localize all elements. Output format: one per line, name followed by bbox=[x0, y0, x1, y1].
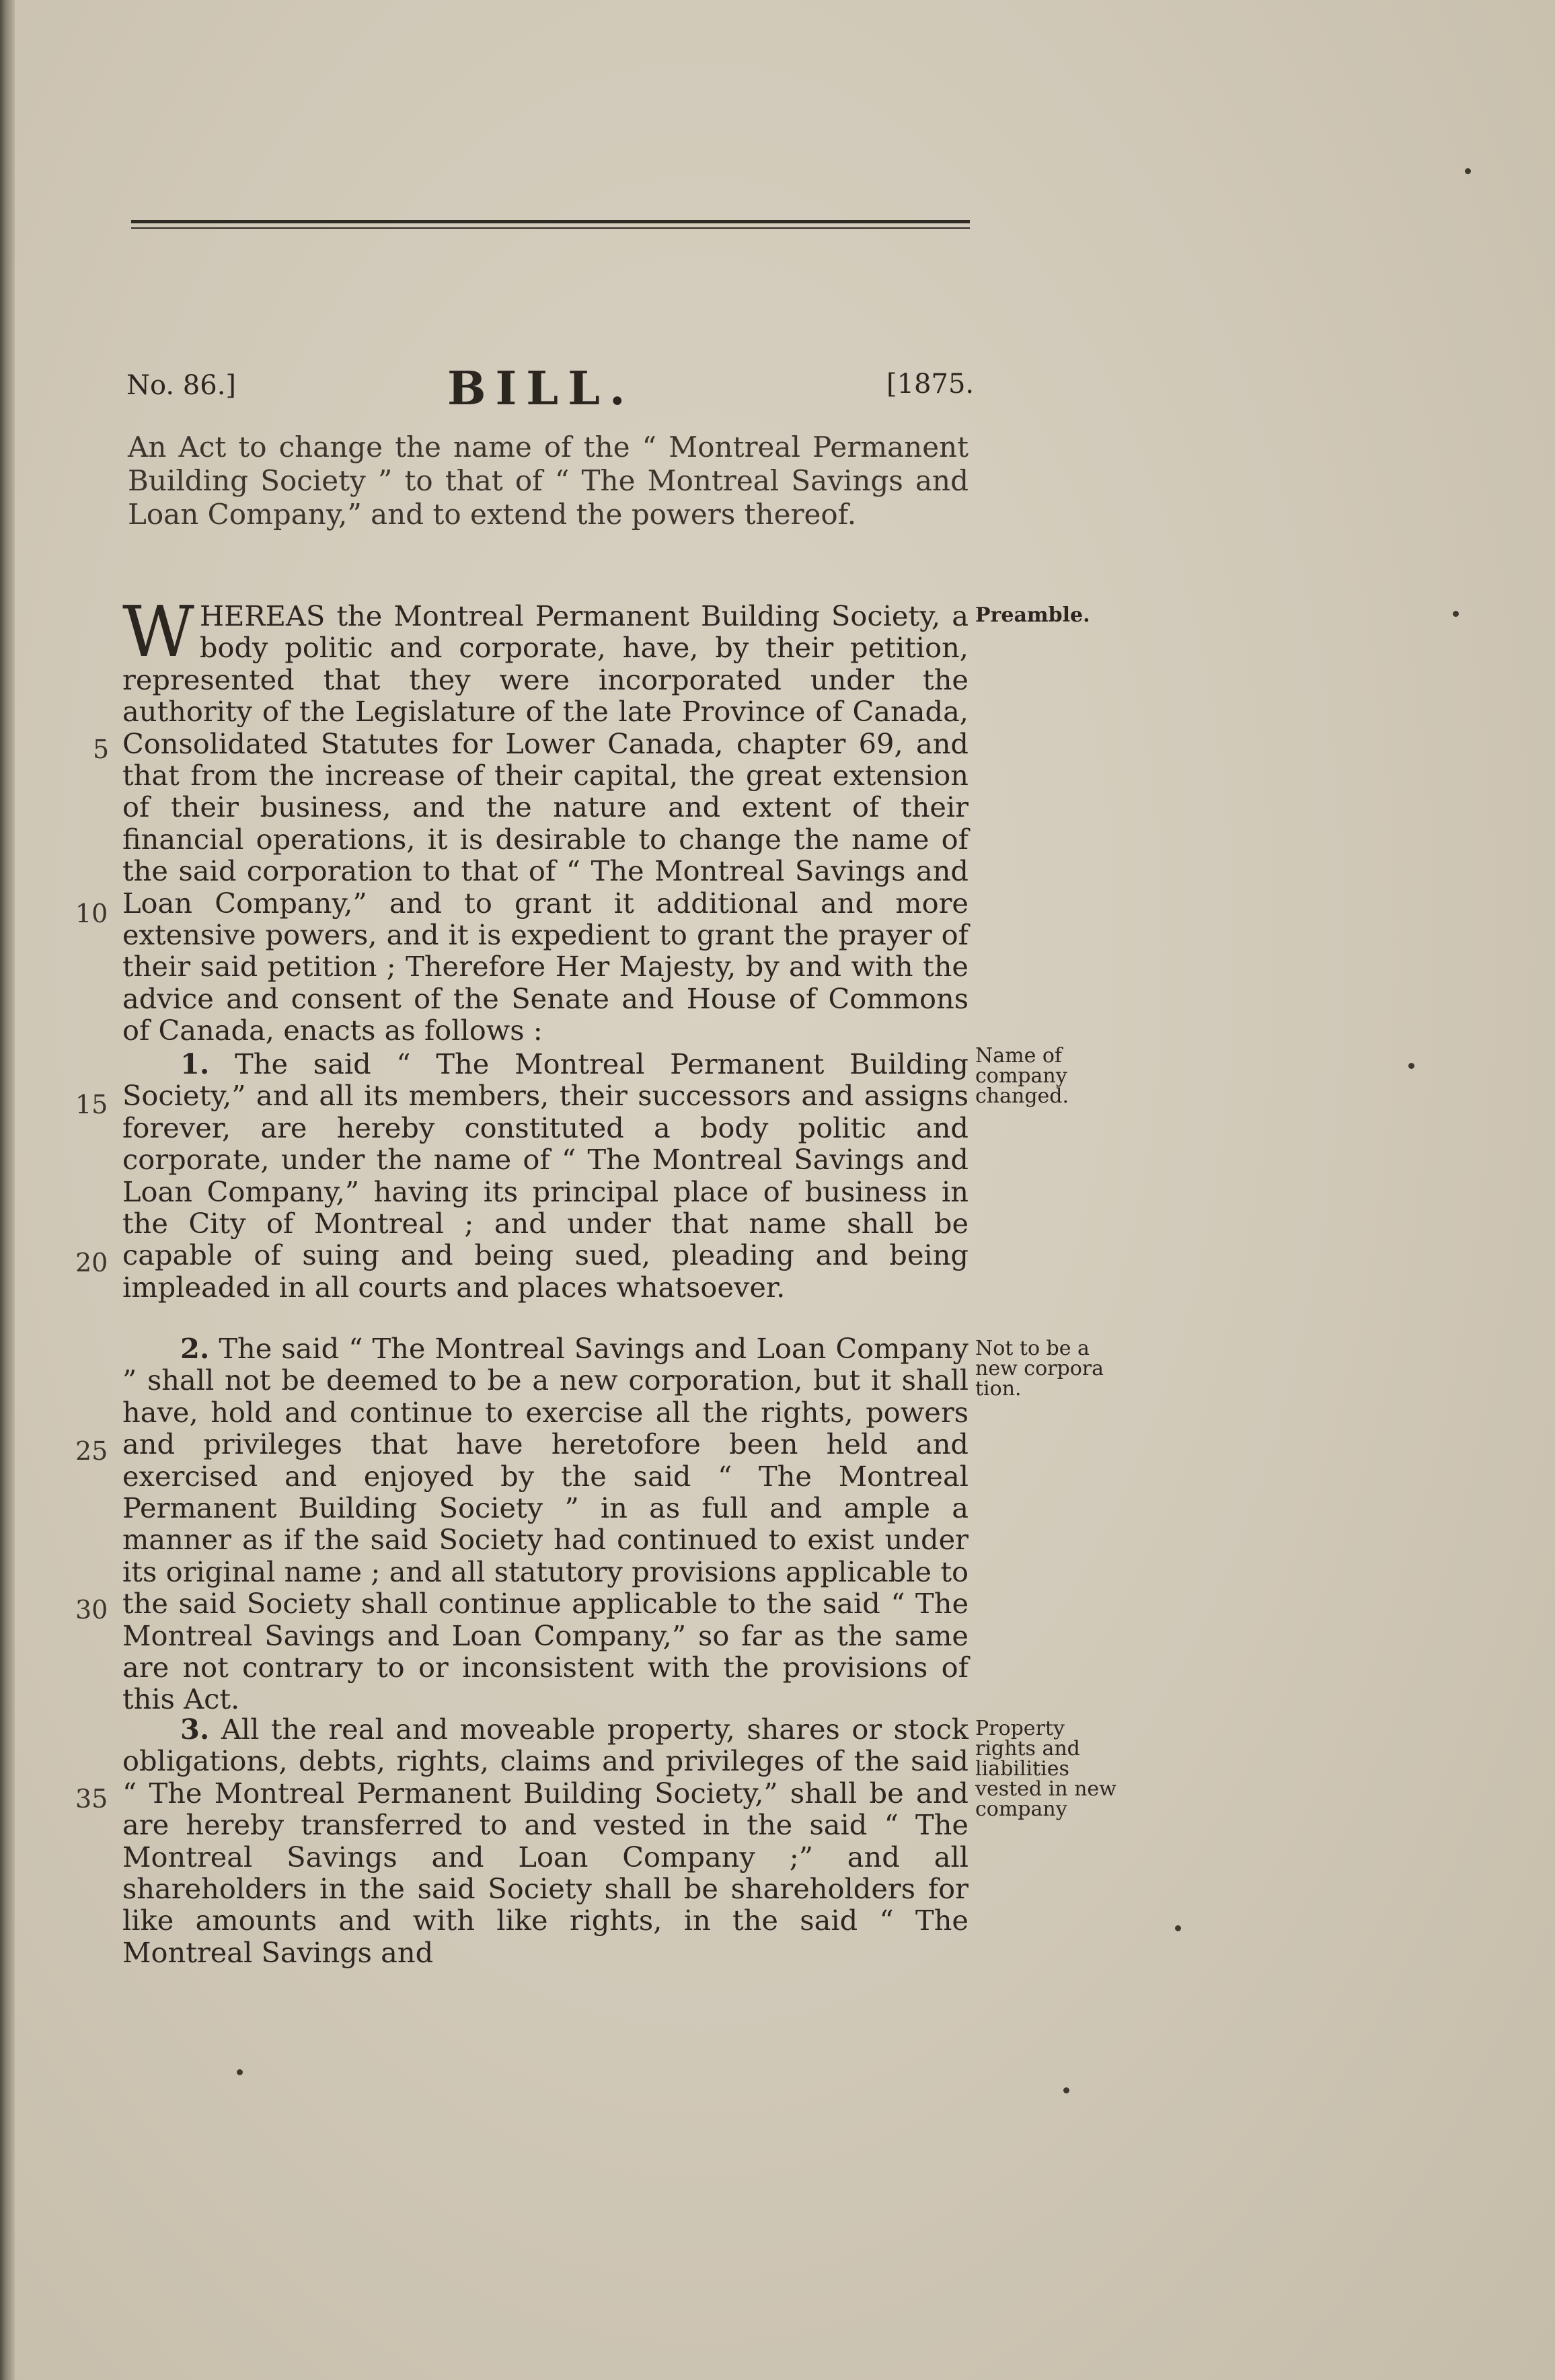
long-title: An Act to change the name of the “ Montreal Permanent Building Society ” to that of “ The Montreal Savings and Loan Company,” and to extend the powers thereof. bbox=[128, 431, 969, 531]
bill-number: No. 86.] bbox=[126, 370, 237, 401]
bill-title: BILL. bbox=[447, 362, 635, 416]
paper-speck bbox=[1175, 1925, 1181, 1931]
line-number: 20 bbox=[75, 1248, 108, 1277]
section-2 bbox=[122, 1333, 969, 1715]
line-number: 25 bbox=[75, 1436, 108, 1466]
section-1-text: The said “ The Montreal Permanent Building Society,” and all its members, their successors and assigns forever, are hereby constituted a body politic and corporate, under the name of “ The Montreal Savings and Loan Company,” having its principal place of business in the City of Montreal ; and under that name shall be capable of suing and being sued, pleading and being impleaded in all courts and places whatsoever. bbox=[122, 1047, 969, 1304]
section-2-number: 2. bbox=[180, 1332, 210, 1365]
preamble-text: HEREAS the Montreal Permanent Building Society, a body politic and corporate, have, by their petition, represented that they were incorporated under the authority of the Legislature of the late Province of Canada, Consolidated Statutes for Lower Canada, chapter 69, and that from the increase of their capital, the great extension of their business, and the nature and extent of their financial operations, it is desirable to change the name of the said corporation to that of “ The Montreal Savings and Loan Company,” and to grant it additional and more extensive powers, and it is expedient to grant the prayer of their said petition ; Therefore Her Majesty, by and with the advice and consent of the Senate and House of Commons of Canada, enacts as follows : bbox=[122, 599, 969, 1047]
section-1-number: 1. bbox=[180, 1047, 210, 1080]
line-number: 15 bbox=[75, 1090, 108, 1119]
section-3-number: 3. bbox=[180, 1713, 210, 1746]
paper-speck bbox=[237, 2069, 243, 2075]
line-number: 35 bbox=[75, 1784, 108, 1814]
binding-edge bbox=[0, 0, 15, 2380]
paper-speck bbox=[1453, 611, 1459, 617]
section-3 bbox=[122, 1713, 969, 1968]
paper-speck bbox=[1408, 1063, 1414, 1069]
line-number: 30 bbox=[75, 1595, 108, 1625]
line-number: 5 bbox=[93, 735, 110, 764]
margin-note-preamble: Preamble. bbox=[975, 603, 1090, 627]
drop-cap: W bbox=[122, 591, 194, 673]
preamble-paragraph bbox=[122, 591, 969, 1047]
margin-note-name-changed: Name of company changed. bbox=[975, 1044, 1069, 1108]
paper-speck bbox=[1063, 2087, 1069, 2093]
paper-speck bbox=[1465, 168, 1471, 174]
bill-year: [1875. bbox=[886, 369, 975, 400]
header-rule bbox=[131, 220, 970, 223]
margin-note-property-vested: Property rights and liabilities vested in new company bbox=[975, 1717, 1116, 1821]
header-rule-thin bbox=[131, 227, 970, 229]
section-3-text: All the real and moveable property, shares or stock obligations, debts, rights, claims and privileges of the said “ The Montreal Permanent Building Society,” shall be and are hereby transferred to and vested in the said “ The Montreal Savings and Loan Company ;” and all shareholders in the said Society shall be shareholders for like amounts and with like rights, in the said “ The Montreal Savings and bbox=[122, 1713, 969, 1969]
margin-note-not-new-corporation: Not to be a new corpora tion. bbox=[975, 1337, 1104, 1401]
line-number: 10 bbox=[75, 899, 108, 928]
section-2-text: The said “ The Montreal Savings and Loan Company ” shall not be deemed to be a new corporation, but it shall have, hold and continue to exercise all the rights, powers and privileges that have heretofore been held and exercised and enjoyed by the said “ The Montreal Permanent Building Society ” in as full and ample a manner as if the said Society had continued to exist under its original name ; and all statutory provisions applicable to the said Society shall continue applicable to the said “ The Montreal Savings and Loan Company,” so far as the same are not contrary to or inconsistent with the provisions of this Act. bbox=[122, 1332, 969, 1716]
section-1 bbox=[122, 1048, 969, 1303]
